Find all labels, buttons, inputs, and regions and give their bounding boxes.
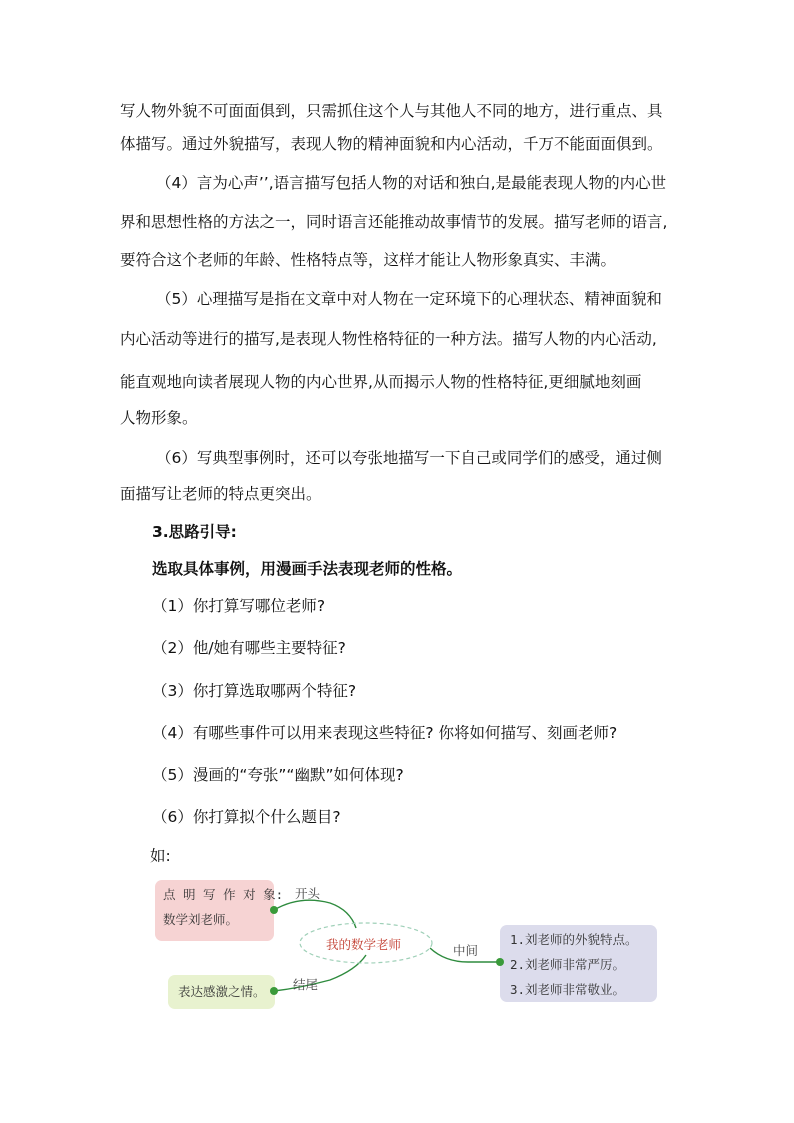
paragraph-line: 面描写让老师的特点更突出。	[120, 485, 322, 503]
mindmap-middle-line: 1.刘老师的外貌特点。	[510, 932, 638, 947]
paragraph-line: （6）写典型事例时，还可以夸张地描写一下自己或同学们的感受，通过侧	[156, 449, 662, 467]
question-item: （1）你打算写哪位老师?	[152, 597, 326, 615]
paragraph-line: （5）心理描写是指在文章中对人物在一定环境下的心理状态、精神面貌和	[156, 290, 662, 308]
question-item: （2）他/她有哪些主要特征?	[152, 639, 346, 657]
mindmap-middle-box	[500, 925, 657, 1002]
paragraph-line: 人物形象。	[120, 409, 198, 427]
mindmap-start-line: 数学刘老师。	[163, 912, 239, 927]
mindmap-start-box	[155, 880, 284, 941]
mindmap-end-box	[168, 975, 275, 1009]
paragraph-line: 要符合这个老师的年龄、性格特点等，这样才能让人物形象真实、丰满。	[120, 251, 617, 269]
mindmap-middle-line: 2.刘老师非常严厉。	[510, 957, 626, 972]
paragraph-line: 体描写。通过外貌描写，表现人物的精神面貌和内心活动，千万不能面面俱到。	[120, 135, 663, 153]
paragraph-line: （4）言为心声’’,语言描写包括人物的对话和独白,是最能表现人物的内心世	[156, 174, 667, 192]
connector-end	[274, 955, 366, 991]
mindmap-middle-line: 3.刘老师非常敬业。	[510, 982, 626, 997]
question-item: （3）你打算选取哪两个特征?	[152, 682, 357, 700]
question-item: （5）漫画的“夸张”“幽默”如何体现?	[152, 766, 404, 784]
section-heading: 3.思路引导:	[152, 523, 237, 541]
mindmap-end-line: 表达感激之情。	[178, 984, 266, 999]
branch-label-end: 结尾	[293, 977, 319, 992]
mindmap-center-label: 我的数学老师	[326, 937, 402, 952]
mindmap-start-line: 点 明 写 作 对 象:	[163, 887, 284, 902]
paragraph-line: 写人物外貌不可面面俱到，只需抓住这个人与其他人不同的地方，进行重点、具	[120, 102, 663, 120]
branch-label-start: 开头	[295, 886, 321, 901]
example-label: 如:	[150, 847, 171, 865]
question-item: （4）有哪些事件可以用来表现这些特征? 你将如何描写、刻画老师?	[152, 724, 618, 742]
paragraph-line: 能直观地向读者展现人物的内心世界,从而揭示人物的性格特征,更细腻地刻画	[120, 373, 642, 391]
paragraph-line: 界和思想性格的方法之一，同时语言还能推动故事情节的发展。描写老师的语言,	[120, 213, 668, 231]
connector-start	[274, 900, 356, 928]
section-intro: 选取具体事例，用漫画手法表现老师的性格。	[152, 560, 463, 578]
paragraph-line: 内心活动等进行的描写,是表现人物性格特征的一种方法。描写人物的内心活动,	[120, 330, 657, 348]
branch-label-middle: 中间	[453, 943, 479, 958]
question-item: （6）你打算拟个什么题目?	[152, 808, 341, 826]
